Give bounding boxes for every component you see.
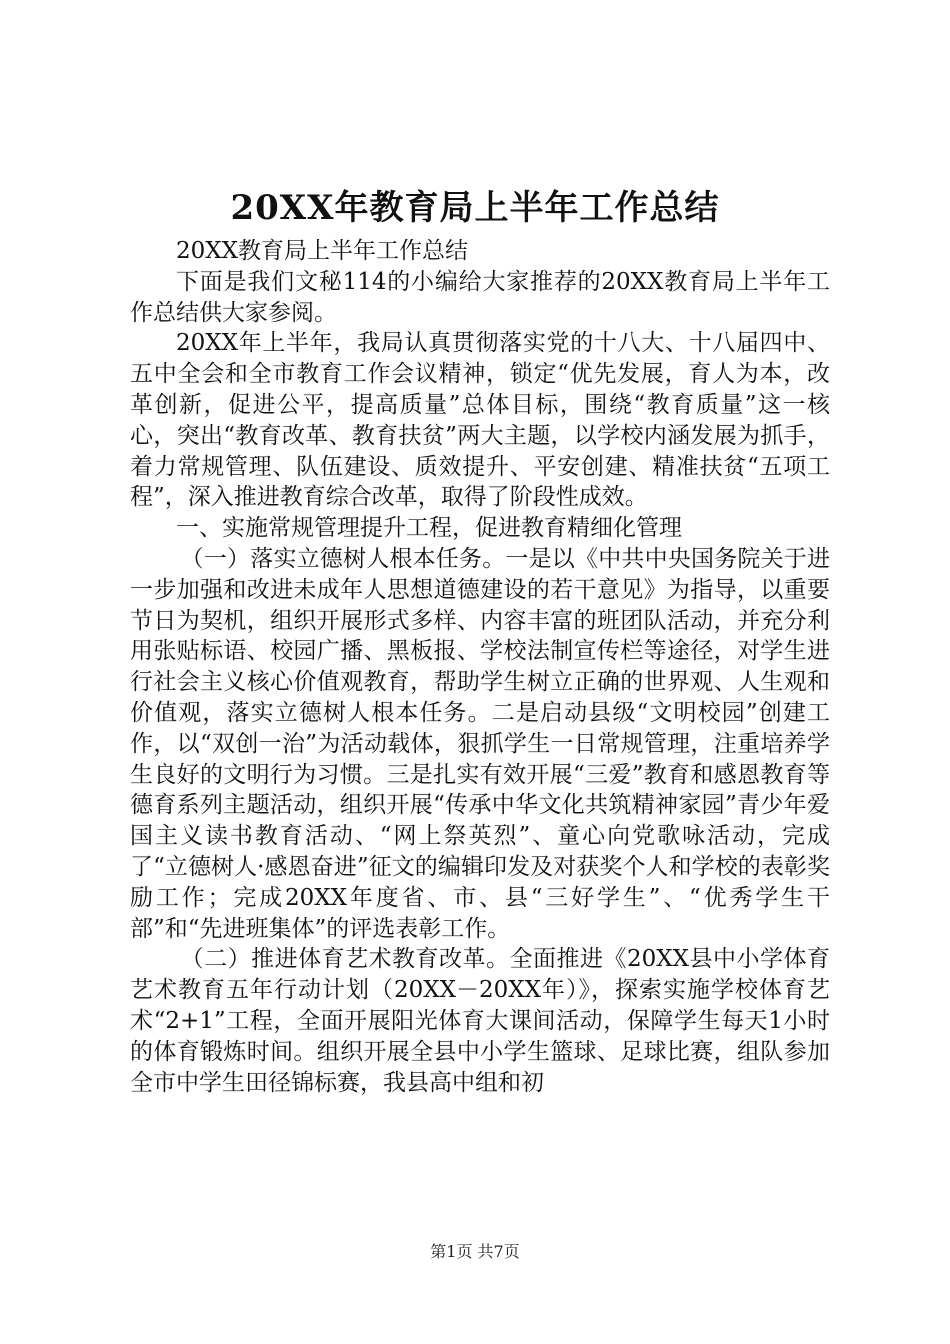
- paragraph-intro: 下面是我们文秘114的小编给大家推荐的20XX教育局上半年工作总结供大家参阅。: [130, 268, 830, 326]
- document-body: [130, 236, 830, 1098]
- paragraph-overview: 20XX年上半年，我局认真贯彻落实党的十八大、十八届四中、五中全会和全市教育工作会议精神，锁定“优先发展，育人为本，改革创新，促进公平，提高质量”总体目标，围绕“教育质量”这一核心，突出“教育改革、教育扶贫”两大主题，以学校内涵发展为抓手，着力常规管理、队伍建设、质效提升、平安创建、精准扶贫“五项工程”，深入推进教育综合改革，取得了阶段性成效。: [130, 330, 830, 511]
- document-title: 20XX年教育局上半年工作总结: [230, 188, 720, 228]
- paragraph-section-1-2: （二）推进体育艺术教育改革。全面推进《20XX县中小学体育艺术教育五年行动计划（20XX－20XX年）》，探索实施学校体育艺术“2+1”工程，全面开展阳光体育大课间活动，保障学生每天1小时的体育锻炼时间。组织开展全县中小学生篮球、足球比赛，组队参加全市中学生田径锦标赛，我县高中组和初: [130, 946, 830, 1096]
- section-heading-1: 一、实施常规管理提升工程，促进教育精细化管理: [176, 515, 682, 542]
- paragraph-subtitle: 20XX教育局上半年工作总结: [176, 238, 469, 264]
- paragraph-section-1-1: （一）落实立德树人根本任务。一是以《中共中央国务院关于进一步加强和改进未成年人思想道德建设的若干意见》为指导，以重要节日为契机，组织开展形式多样、内容丰富的班团队活动，并充分利用张贴标语、校园广播、黑板报、学校法制宣传栏等途径，对学生进行社会主义核心价值观教育，帮助学生树立正确的世界观、人生观和价值观，落实立德树人根本任务。二是启动县级“文明校园”创建工作，以“双创一治”为活动载体，狠抓学生一日常规管理，注重培养学生良好的文明行为习惯。三是扎实有效开展“三爱”教育和感恩教育等德育系列主题活动，组织开展“传承中华文化共筑精神家园”青少年爱国主义读书教育活动、“网上祭英烈”、童心向党歌咏活动，完成了“立德树人·感恩奋进”征文的编辑印发及对获奖个人和学校的表彰奖励工作；完成20XX年度省、市、县“三好学生”、“优秀学生干部”和“先进班集体”的评选表彰工作。: [130, 545, 830, 942]
- page-footer: 第1页 共7页: [430, 1242, 520, 1261]
